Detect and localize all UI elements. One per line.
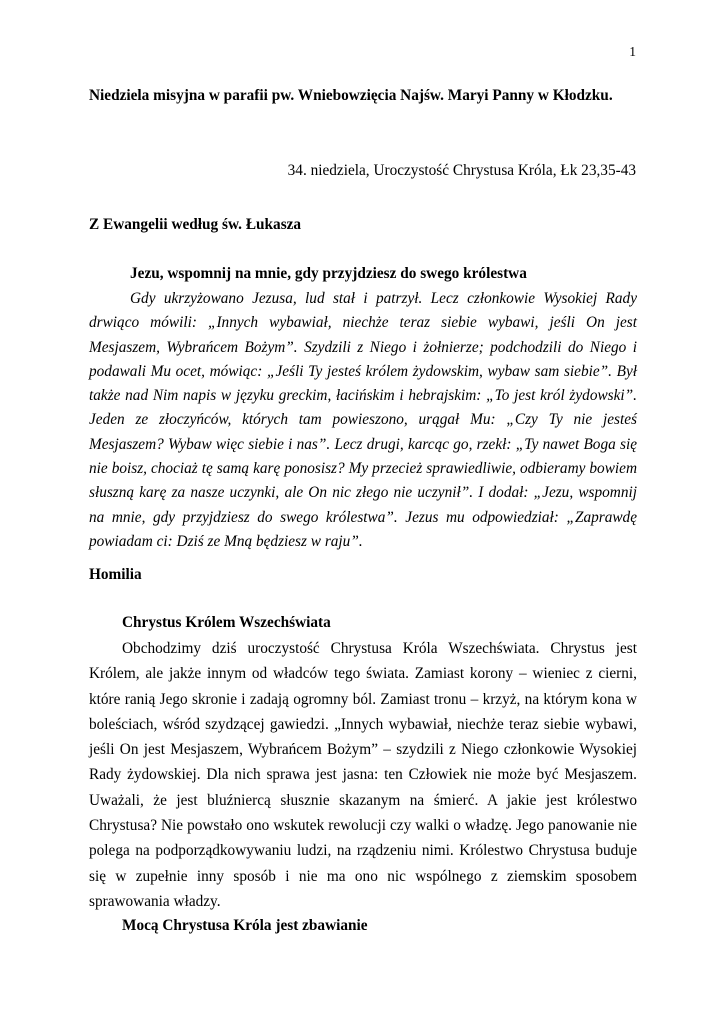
homily-section-heading-2: Mocą Chrystusa Króla jest zbawianie bbox=[122, 917, 368, 934]
gospel-subheading: Jezu, wspomnij na mnie, gdy przyjdziesz do swego królestwa bbox=[130, 265, 527, 282]
liturgical-reference: 34. niedziela, Uroczystość Chrystusa Króla, Łk 23,35-43 bbox=[287, 162, 636, 179]
document-title: Niedziela misyjna w parafii pw. Wniebowzięcia Najśw. Maryi Panny w Kłodzku. bbox=[89, 87, 613, 104]
homily-heading: Homilia bbox=[89, 566, 142, 583]
gospel-heading: Z Ewangelii według św. Łukasza bbox=[89, 216, 302, 233]
gospel-text: Gdy ukrzyżowano Jezusa, lud stał i patrzył. Lecz członkowie Wysokiej Rady drwiąco mówili: „Innych wybawiał, niechże teraz siebie wybawi, jeśli On jest Mesjaszem, Wybrańcem Bożym”. Szydzili z Niego i żołnierze; podchodzili do Niego i podawali Mu ocet, mówiąc: „Jeśli Ty jesteś królem żydowskim, wybaw sam siebie”. Był także nad Nim napis w języku greckim, łacińskim i hebrajskim: „To jest król żydowski”. Jeden ze złoczyńców, których tam powieszono, urągał Mu: „Czy Ty nie jesteś Mesjaszem? Wybaw więc siebie i nas”. Lecz drugi, karcąc go, rzekł: „Ty nawet Boga się nie boisz, chociaż tę samą karę ponosisz? My przecież sprawiedliwie, odbieramy bowiem słuszną karę za nasze uczynki, ale On nic złego nie uczynił”. I dodał: „Jezu, wspomnij na mnie, gdy przyjdziesz do swego królestwa”. Jezus mu odpowiedział: „Zaprawdę powiadam ci: Dziś ze Mną będziesz w raju”. bbox=[89, 290, 637, 550]
page-number: 1 bbox=[629, 44, 636, 59]
homily-section-heading: Chrystus Królem Wszechświata bbox=[122, 614, 331, 631]
homily-section-text: Obchodzimy dziś uroczystość Chrystusa Króla Wszechświata. Chrystus jest Królem, ale jakże innym od władców tego świata. Zamiast korony – wieniec z cierni, które ranią Jego skronie i zadają ogromny ból. Zamiast tronu – krzyż, na którym kona w boleściach, wśród szydzącej gawiedzi. „Innych wybawiał, niechże teraz siebie wybawi, jeśli On jest Mesjaszem, Wybrańcem Bożym” – szydzili z Niego członkowie Wysokiej Rady żydowskiej. Dla nich sprawa jest jasna: ten Człowiek nie może być Mesjaszem. Uważali, że jest bluźniercą słusznie skazanym na śmierć. A jakie jest królestwo Chrystusa? Nie powstało ono wskutek rewolucji czy walki o władzę. Jego panowanie nie polega na podporządkowywaniu ludzi, na rządzeniu nimi. Królestwo Chrystusa buduje się w zupełnie inny sposób i nie ma ono nic wspólnego z ziemskim sposobem sprawowania władzy. bbox=[89, 640, 637, 910]
